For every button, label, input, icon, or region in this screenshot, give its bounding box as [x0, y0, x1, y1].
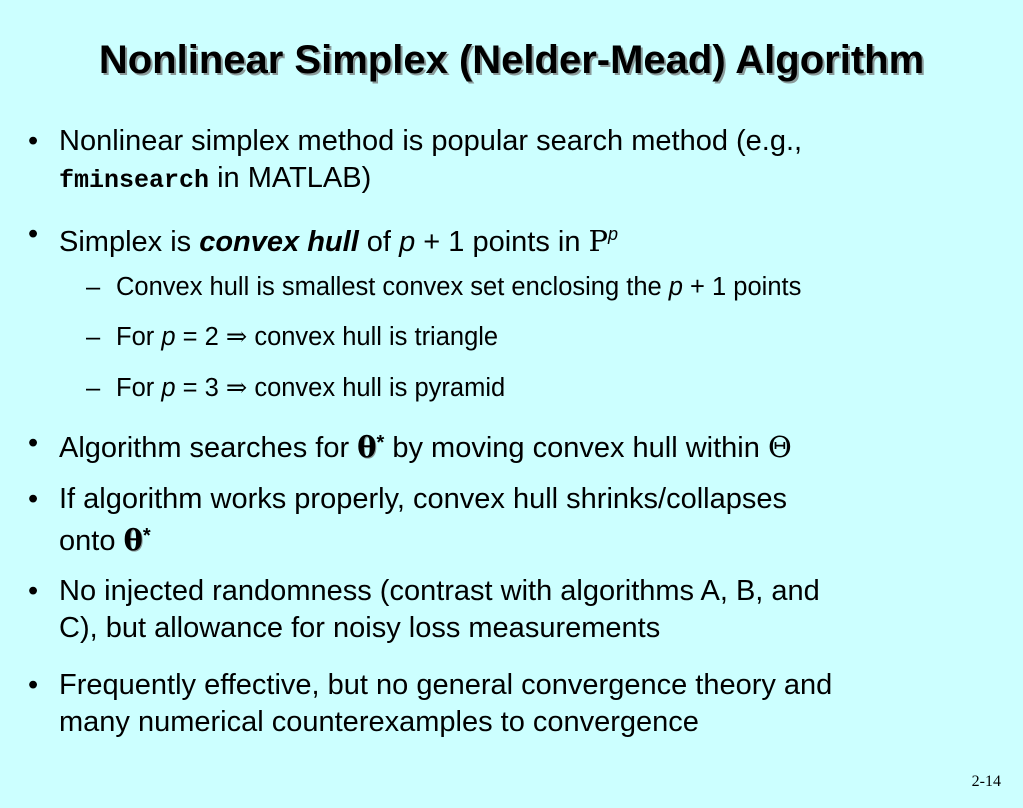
bullet-text: Frequently effective, but no general convergence theory and [59, 669, 833, 701]
code-term: fminsearch [59, 166, 210, 195]
text-segment: convex hull is pyramid [247, 374, 506, 402]
text-segment: = 2 [175, 323, 226, 351]
star-superscript: * [376, 432, 385, 454]
page-number: 2-14 [971, 773, 1001, 790]
text-segment: Convex hull is smallest convex set enclosing the [116, 273, 669, 301]
bullet-text-rest: in MATLAB) [209, 162, 372, 194]
text-segment: + 1 points in [415, 226, 589, 258]
variable-p: p [399, 226, 416, 258]
bullet-text: No injected randomness (contrast with algorithms A, B, and [59, 575, 820, 607]
text-segment: = 3 [175, 374, 226, 402]
text-segment: Simplex is [59, 226, 200, 258]
text-segment: by moving convex hull within [384, 432, 768, 464]
dash-icon: – [86, 323, 101, 351]
slide-title: Nonlinear Simplex (Nelder-Mead) Algorithm [98, 38, 925, 82]
text-segment: + 1 points [682, 273, 802, 301]
star-superscript: * [142, 525, 151, 547]
bullet-icon: • [28, 669, 39, 701]
theta-symbol: θ [123, 523, 143, 557]
bullet-text [59, 160, 371, 199]
implies-arrow-icon: ⇒ [225, 373, 248, 403]
theta-symbol: θ [357, 430, 377, 464]
bullet-text: many numerical counterexamples to convergence [59, 706, 699, 738]
variable-p: p [161, 374, 176, 402]
bullet-icon: • [28, 483, 39, 515]
capital-theta-symbol: Θ [767, 430, 792, 464]
superscript-p: p [608, 224, 619, 244]
bullet-text: If algorithm works properly, convex hull shrinks/collapses [59, 483, 787, 515]
bullet-text [59, 216, 618, 261]
text-segment: For [116, 374, 162, 402]
text-segment: onto [59, 525, 124, 557]
bullet-text [59, 425, 792, 467]
dash-icon: – [86, 374, 101, 402]
bullet-text: Nonlinear simplex method is popular search method (e.g., [59, 125, 803, 157]
sub-bullet-text [116, 321, 498, 353]
bullet-icon: • [28, 218, 39, 250]
bullet-icon: • [28, 427, 39, 459]
text-segment: For [116, 323, 162, 351]
variable-p: p [668, 273, 683, 301]
text-segment: convex hull is triangle [247, 323, 499, 351]
implies-arrow-icon: ⇒ [225, 322, 248, 352]
dash-icon: – [86, 273, 101, 301]
sub-bullet-text [116, 271, 801, 303]
bullet-text: C), but allowance for noisy loss measurements [59, 612, 661, 644]
text-segment: of [358, 226, 400, 258]
bullet-text [59, 518, 151, 560]
sub-bullet-text [116, 372, 505, 404]
bullet-icon: • [28, 125, 39, 157]
variable-p: p [161, 323, 176, 351]
bullet-icon: • [28, 575, 39, 607]
text-segment: Algorithm searches for [59, 432, 358, 464]
emphasis-term: convex hull [199, 226, 359, 258]
real-space-symbol: P [588, 224, 609, 258]
